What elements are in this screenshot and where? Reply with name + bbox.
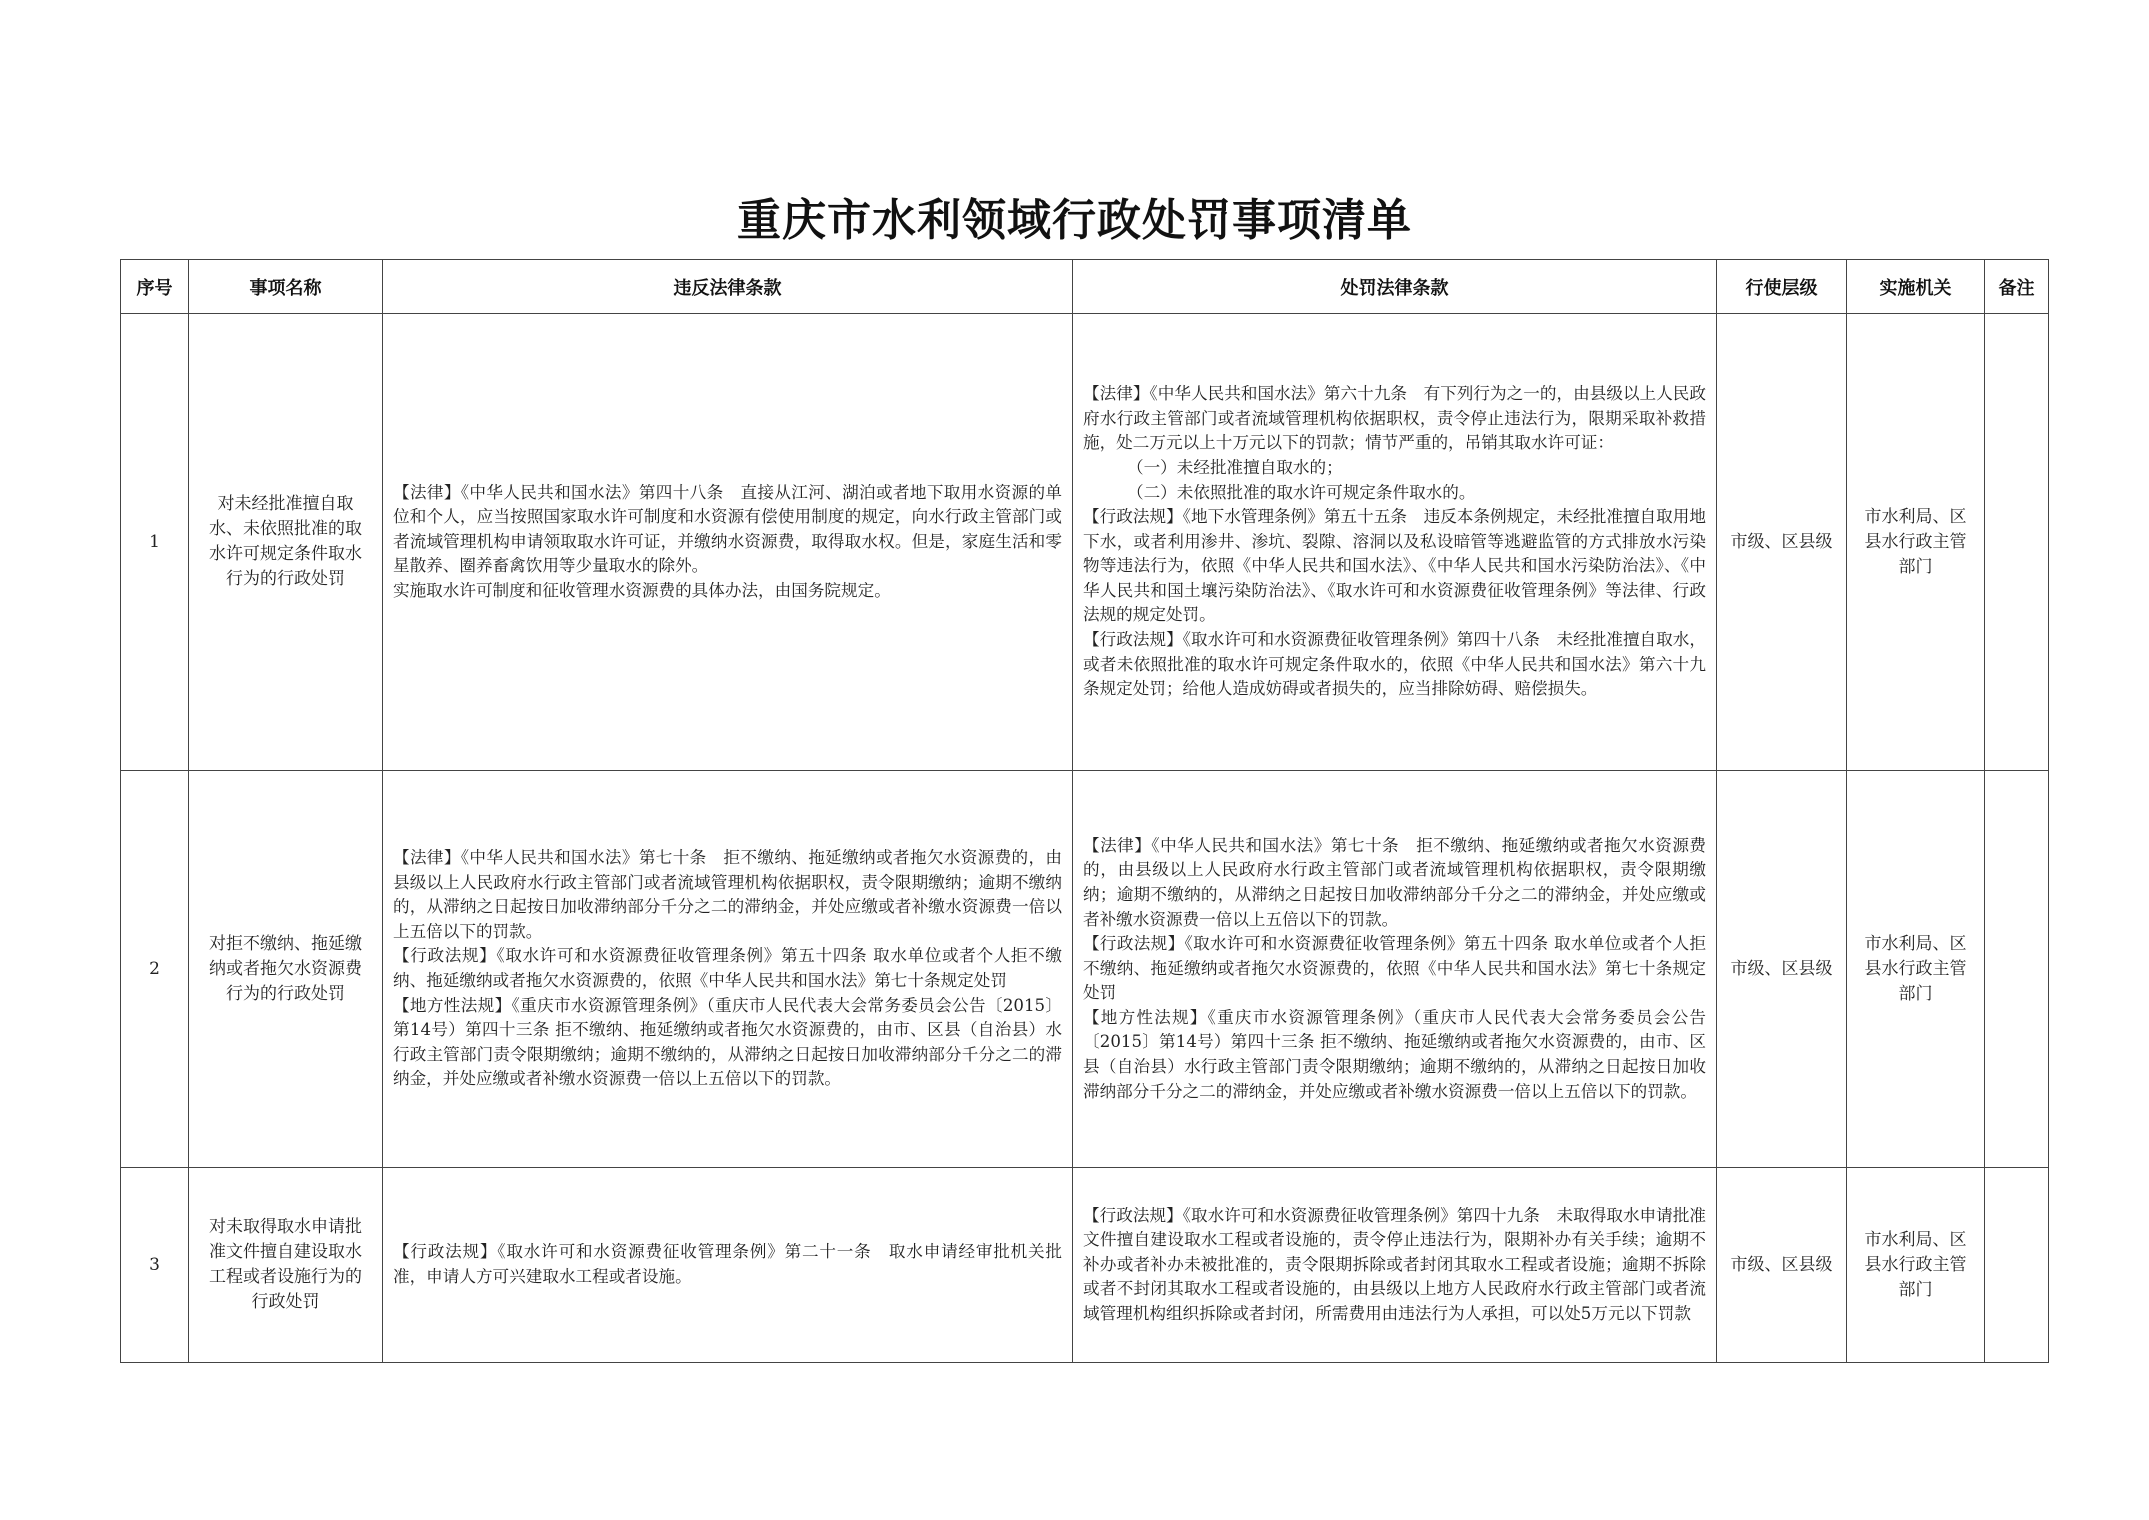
cell-agency: 市水利局、区县水行政主管部门 xyxy=(1847,1168,1985,1363)
penalty-table xyxy=(120,259,2049,1363)
cell-penalty-clause xyxy=(1073,314,1717,771)
clause-paragraph: （一）未经批准擅自取水的； xyxy=(1127,457,1343,477)
cell-penalty-clause xyxy=(1073,771,1717,1168)
cell-level: 市级、区县级 xyxy=(1717,1168,1847,1363)
cell-no: 1 xyxy=(121,314,189,771)
table-row xyxy=(121,1168,2049,1363)
clause-paragraph: 【行政法规】《取水许可和水资源费征收管理条例》第四十八条 未经批准擅自取水，或者未依照批准的取水许可规定条件取水的，依照《中华人民共和国水法》第六十九条规定处罚；给他人造成妨碍或者损失的，应当排除妨碍、赔偿损失。 xyxy=(1083,630,1706,699)
cell-no: 2 xyxy=(121,771,189,1168)
cell-level: 市级、区县级 xyxy=(1717,771,1847,1168)
cell-violation-clause xyxy=(383,1168,1073,1363)
table-row xyxy=(121,771,2049,1168)
clause-paragraph: （二）未依照批准的取水许可规定条件取水的。 xyxy=(1127,482,1476,502)
clause-paragraph: 【行政法规】《地下水管理条例》第五十五条 违反本条例规定，未经批准擅自取用地下水，或者利用渗井、渗坑、裂隙、溶洞以及私设暗管等逃避监管的方式排放水污染物等违法行为，依照《中华人民共和国水法》、《中华人民共和国水污染防治法》、《中华人民共和国土壤污染防治法》、《取水许可和水资源费征收管理条例》等法律、行政法规的规定处罚。 xyxy=(1083,507,1706,625)
clause-paragraph: 【法律】《中华人民共和国水法》第七十条 拒不缴纳、拖延缴纳或者拖欠水资源费的，由县级以上人民政府水行政主管部门或者流域管理机构依据职权，责令限期缴纳；逾期不缴纳的，从滞纳之日起按日加收滞纳部分千分之二的滞纳金，并处应缴或者补缴水资源费一倍以上五倍以下的罚款。 xyxy=(1083,835,1706,929)
cell-penalty-clause xyxy=(1073,1168,1717,1363)
cell-violation-clause xyxy=(383,771,1073,1168)
header-violation: 违反法律条款 xyxy=(383,260,1073,314)
clause-paragraph: 【行政法规】《取水许可和水资源费征收管理条例》第五十四条 取水单位或者个人拒不缴纳、拖延缴纳或者拖欠水资源费的，依照《中华人民共和国水法》第七十条规定处罚 xyxy=(1083,934,1706,1003)
clause-paragraph: 【行政法规】《取水许可和水资源费征收管理条例》第四十九条 未取得取水申请批准文件擅自建设取水工程或者设施的，责令停止违法行为，限期补办有关手续；逾期不补办或者补办未被批准的，责令限期拆除或者封闭其取水工程或者设施；逾期不拆除或者不封闭其取水工程或者设施的，由县级以上地方人民政府水行政主管部门或者流域管理机构组织拆除或者封闭，所需费用由违法行为人承担，可以处5万元以下罚款 xyxy=(1083,1205,1706,1323)
cell-item-name: 对未取得取水申请批准文件擅自建设取水工程或者设施行为的行政处罚 xyxy=(189,1168,383,1363)
header-penalty: 处罚法律条款 xyxy=(1073,260,1717,314)
clause-paragraph: 【行政法规】《取水许可和水资源费征收管理条例》第二十一条 取水申请经审批机关批准，申请人方可兴建取水工程或者设施。 xyxy=(393,1242,1062,1286)
cell-remark xyxy=(1985,314,2049,771)
header-no: 序号 xyxy=(121,260,189,314)
page-title: 重庆市水利领域行政处罚事项清单 xyxy=(737,195,1412,246)
header-level: 行使层级 xyxy=(1717,260,1847,314)
cell-remark xyxy=(1985,771,2049,1168)
cell-item-name: 对未经批准擅自取水、未依照批准的取水许可规定条件取水行为的行政处罚 xyxy=(189,314,383,771)
header-remark: 备注 xyxy=(1985,260,2049,314)
table-header-row xyxy=(121,260,2049,314)
cell-agency: 市水利局、区县水行政主管部门 xyxy=(1847,771,1985,1168)
clause-paragraph: 【地方性法规】《重庆市水资源管理条例》（重庆市人民代表大会常务委员会公告〔2015〕第14号）第四十三条 拒不缴纳、拖延缴纳或者拖欠水资源费的，由市、区县（自治县）水行政主管部门责令限期缴纳；逾期不缴纳的，从滞纳之日起按日加收滞纳部分千分之二的滞纳金，并处应缴或者补缴水资源费一倍以上五倍以下的罚款。 xyxy=(1083,1007,1706,1101)
header-agency: 实施机关 xyxy=(1847,260,1985,314)
table-row xyxy=(121,314,2049,771)
clause-paragraph: 【地方性法规】《重庆市水资源管理条例》（重庆市人民代表大会常务委员会公告〔2015〕第14号）第四十三条 拒不缴纳、拖延缴纳或者拖欠水资源费的，由市、区县（自治县）水行政主管部门责令限期缴纳；逾期不缴纳的，从滞纳之日起按日加收滞纳部分千分之二的滞纳金，并处应缴或者补缴水资源费一倍以上五倍以下的罚款。 xyxy=(393,995,1062,1089)
cell-violation-clause xyxy=(383,314,1073,771)
cell-remark xyxy=(1985,1168,2049,1363)
cell-level: 市级、区县级 xyxy=(1717,314,1847,771)
cell-agency: 市水利局、区县水行政主管部门 xyxy=(1847,314,1985,771)
clause-paragraph: 【法律】《中华人民共和国水法》第七十条 拒不缴纳、拖延缴纳或者拖欠水资源费的，由县级以上人民政府水行政主管部门或者流域管理机构依据职权，责令限期缴纳；逾期不缴纳的，从滞纳之日起按日加收滞纳部分千分之二的滞纳金，并处应缴或者补缴水资源费一倍以上五倍以下的罚款。 xyxy=(393,848,1062,941)
cell-item-name: 对拒不缴纳、拖延缴纳或者拖欠水资源费行为的行政处罚 xyxy=(189,771,383,1168)
clause-paragraph: 【行政法规】《取水许可和水资源费征收管理条例》第五十四条 取水单位或者个人拒不缴纳、拖延缴纳或者拖欠水资源费的，依照《中华人民共和国水法》第七十条规定处罚 xyxy=(393,946,1062,990)
cell-no: 3 xyxy=(121,1168,189,1363)
header-name: 事项名称 xyxy=(189,260,383,314)
clause-paragraph: 实施取水许可制度和征收管理水资源费的具体办法，由国务院规定。 xyxy=(393,580,891,600)
clause-paragraph: 【法律】《中华人民共和国水法》第四十八条 直接从江河、湖泊或者地下取用水资源的单位和个人，应当按照国家取水许可制度和水资源有偿使用制度的规定，向水行政主管部门或者流域管理机构申请领取取水许可证，并缴纳水资源费，取得取水权。但是，家庭生活和零星散养、圈养畜禽饮用等少量取水的除外。 xyxy=(393,482,1062,576)
clause-paragraph: 【法律】《中华人民共和国水法》第六十九条 有下列行为之一的，由县级以上人民政府水行政主管部门或者流域管理机构依据职权，责令停止违法行为，限期采取补救措施，处二万元以上十万元以下的罚款；情节严重的，吊销其取水许可证： xyxy=(1083,384,1706,453)
